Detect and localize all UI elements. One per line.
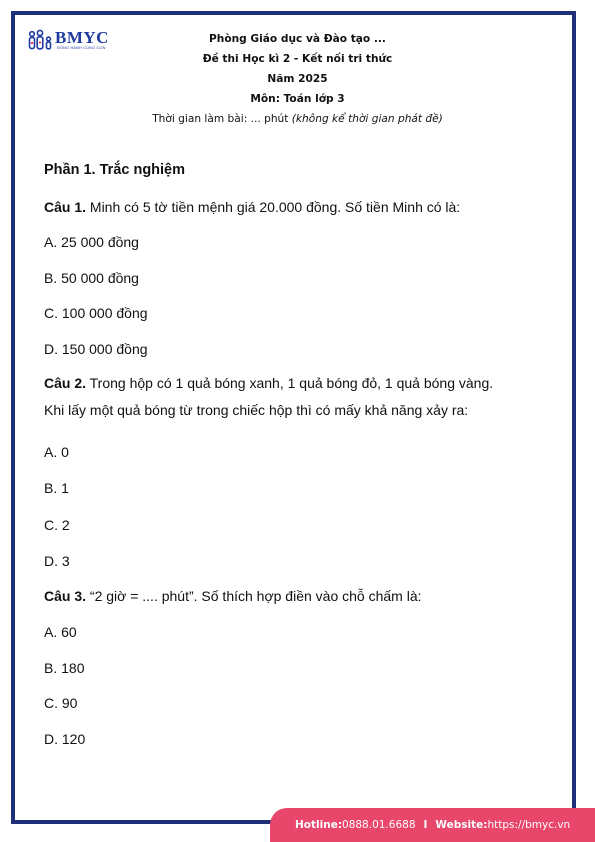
bmyc-logo	[28, 28, 110, 54]
question-2	[44, 375, 493, 391]
section-title: Phần 1. Trắc nghiệm	[44, 162, 186, 178]
time-line	[110, 110, 485, 130]
hotline-number[interactable]: 0888.01.6688	[342, 819, 416, 831]
subject-line: Môn: Toán lớp 3	[250, 93, 345, 105]
question-2-continued: Khi lấy một quả bóng từ trong chiếc hộp thì có mấy khả năng xảy ra:	[44, 402, 469, 418]
question-text: Trong hộp có 1 quả bóng xanh, 1 quả bóng đỏ, 1 quả bóng vàng.	[86, 375, 494, 391]
department-line: Phòng Giáo dục và Đào tạo ...	[209, 33, 386, 45]
time-prefix: Thời gian làm bài: ... phút	[152, 113, 292, 125]
q1-option-b: B. 50 000 đồng	[44, 270, 139, 286]
question-text: Minh có 5 tờ tiền mệnh giá 20.000 đồng. Số tiền Minh có là:	[86, 199, 461, 215]
website-label: Website:	[435, 819, 488, 831]
q3-option-c: C. 90	[44, 695, 78, 711]
q1-option-c: C. 100 000 đồng	[44, 305, 148, 321]
family-icon	[28, 29, 54, 51]
contact-footer	[270, 808, 595, 842]
q1-option-d: D. 150 000 đồng	[44, 341, 148, 357]
question-label: Câu 1.	[44, 199, 87, 215]
logo-tagline: ĐỒNG HÀNH CÙNG CON	[57, 46, 106, 50]
exam-title: Đề thi Học kì 2 - Kết nối tri thức	[202, 53, 393, 65]
q2-option-d: D. 3	[44, 553, 70, 569]
logo-wordmark: BMYC	[55, 28, 109, 47]
q1-option-a: A. 25 000 đồng	[44, 234, 139, 250]
question-3	[44, 588, 422, 604]
q3-option-b: B. 180	[44, 660, 85, 676]
question-text: “2 giờ = .... phút”. Số thích hợp điền vào chỗ chấm là:	[86, 588, 422, 604]
question-label: Câu 2.	[44, 375, 87, 391]
q3-option-d: D. 120	[44, 731, 86, 747]
q3-option-a: A. 60	[44, 624, 77, 640]
hotline-label: Hotline:	[295, 819, 343, 831]
q2-option-b: B. 1	[44, 480, 69, 496]
q2-option-a: A. 0	[44, 444, 69, 460]
website-link[interactable]: https://bmyc.vn	[487, 819, 571, 831]
exam-header	[110, 30, 485, 130]
time-note: (không kể thời gian phát đề)	[291, 113, 443, 125]
q2-option-c: C. 2	[44, 517, 70, 533]
exam-year: Năm 2025	[267, 73, 328, 85]
footer-separator: I	[423, 819, 428, 831]
question-label: Câu 3.	[44, 588, 87, 604]
question-1	[44, 199, 460, 215]
